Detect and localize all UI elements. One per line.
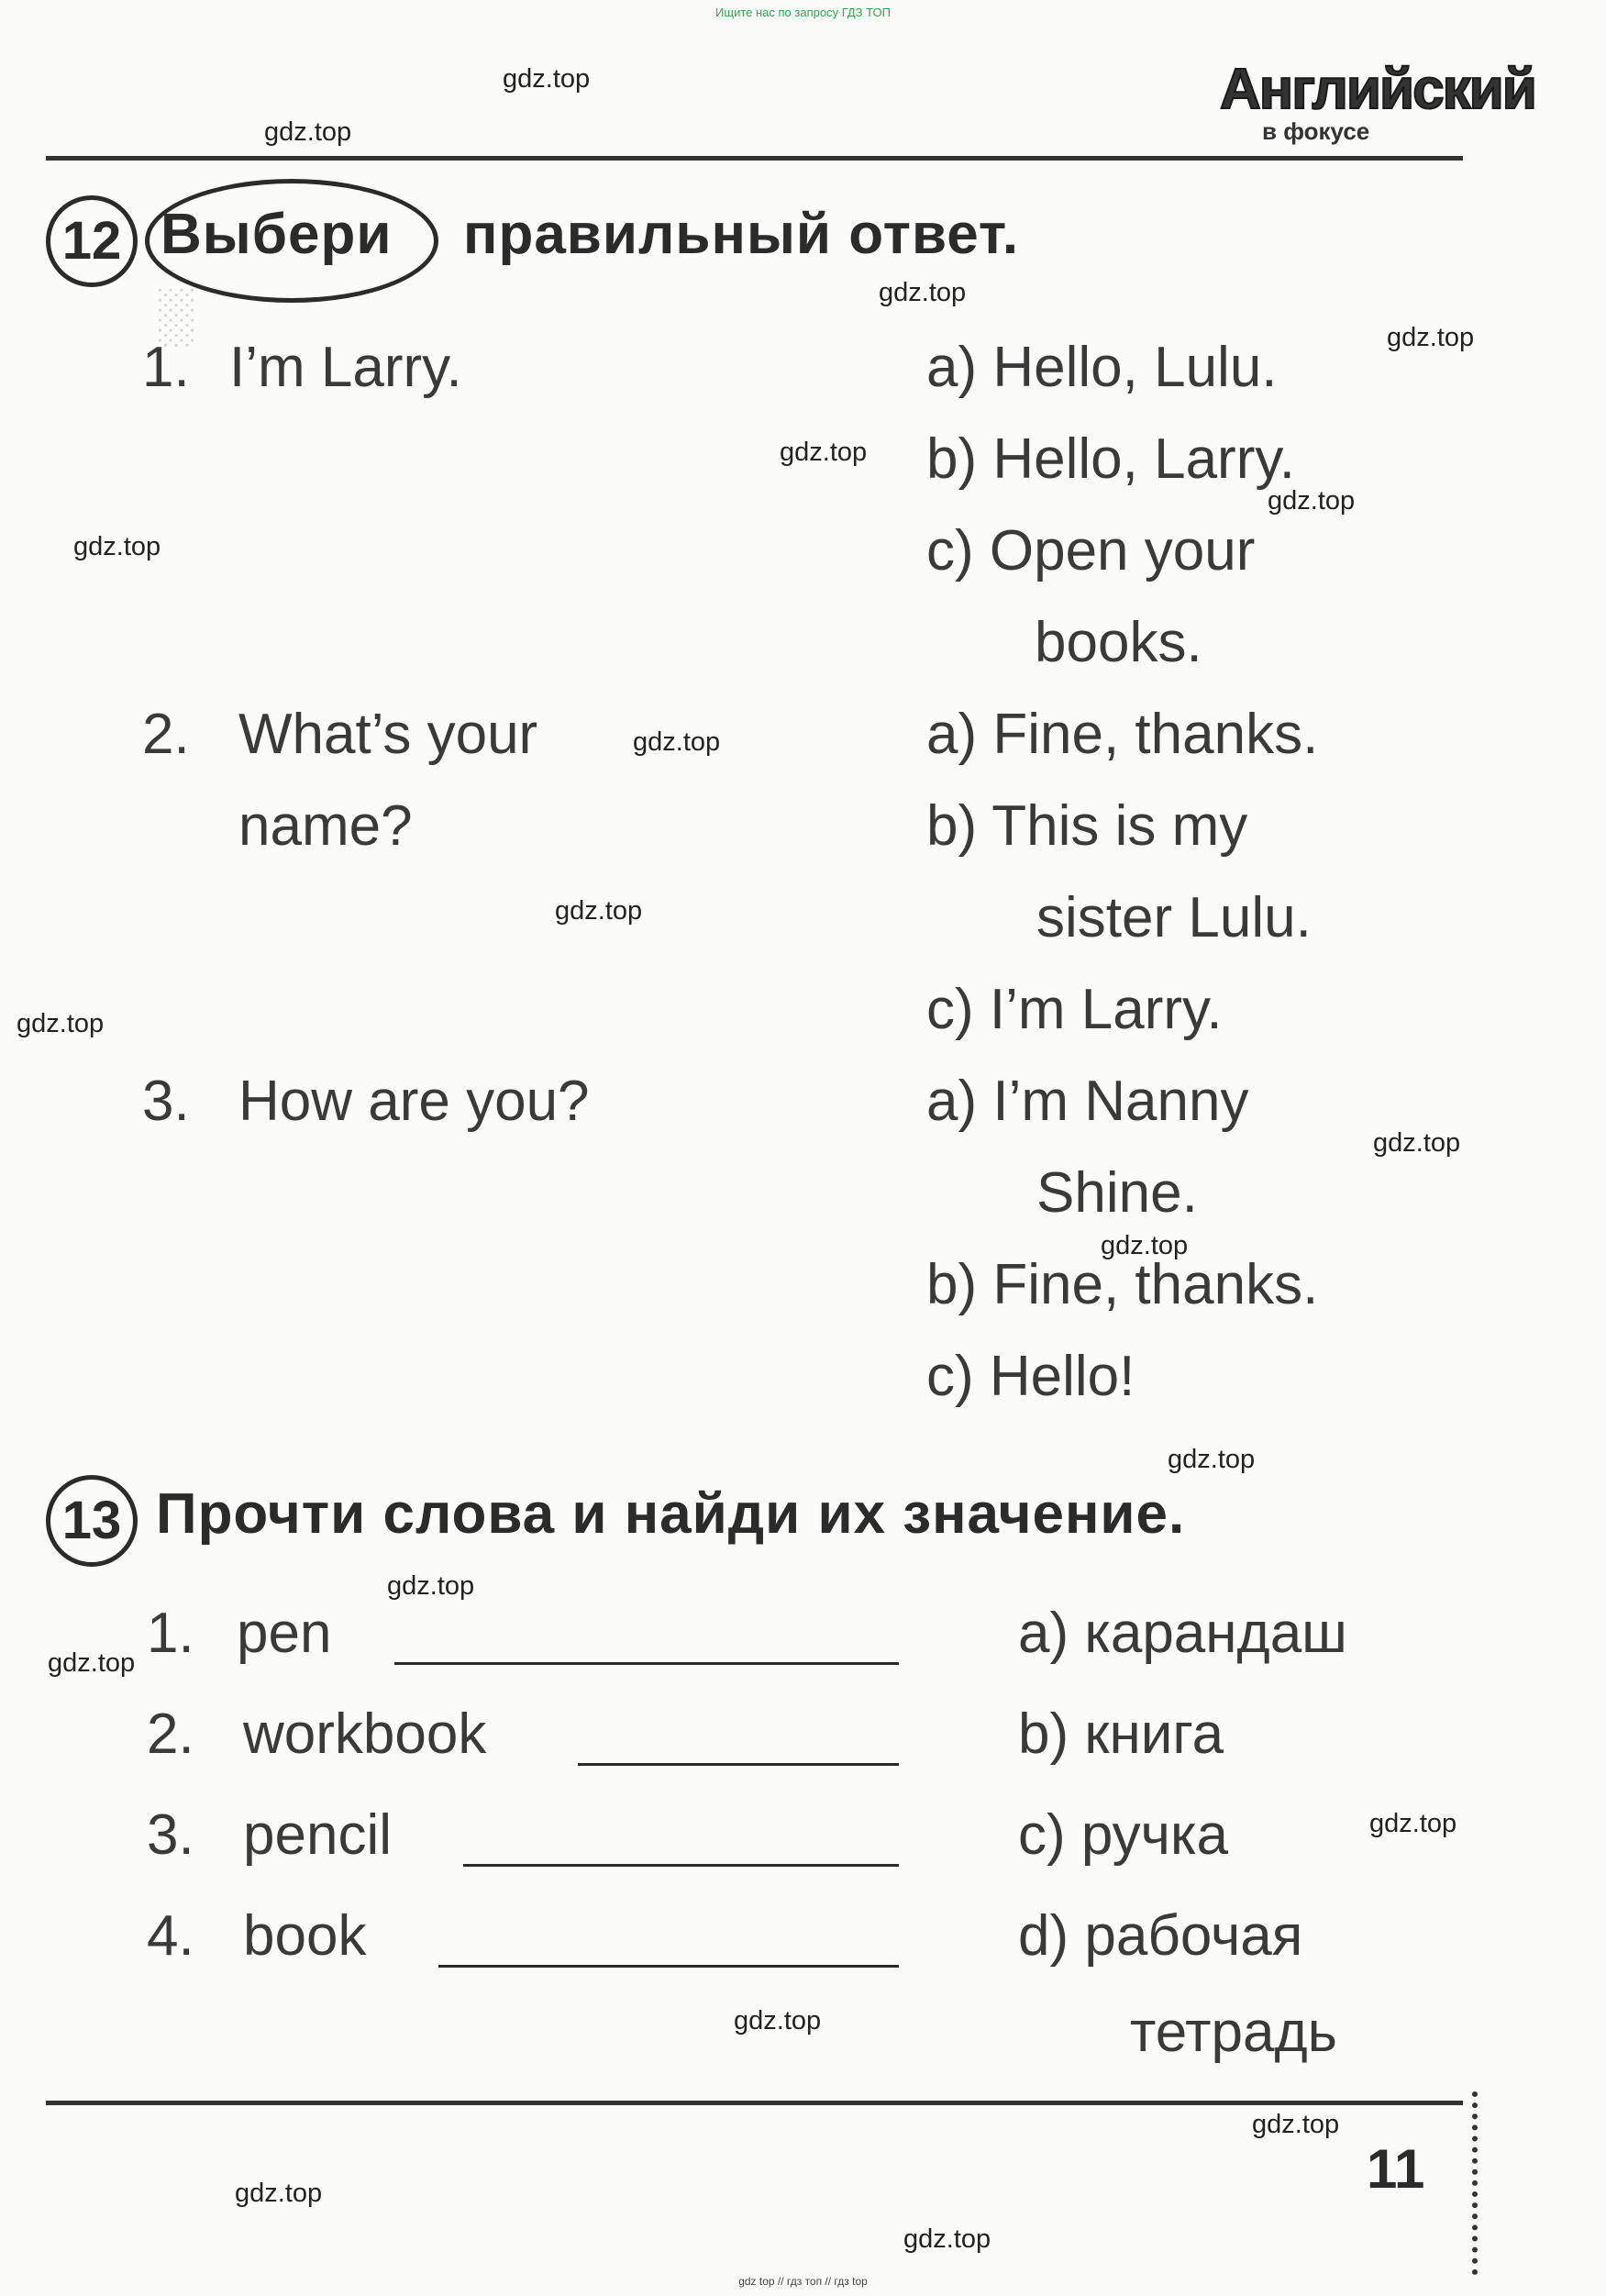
q1-answer-b[interactable]: b) Hello, Larry.	[926, 427, 1295, 491]
q1-answer-c[interactable]: c) Open your	[926, 519, 1256, 582]
word-2: workbook	[243, 1703, 487, 1766]
word-2-number: 2.	[147, 1703, 194, 1766]
q3-answer-c[interactable]: c) Hello!	[926, 1345, 1135, 1408]
watermark: gdz.top	[73, 532, 161, 561]
meaning-d: d) рабочая	[1018, 1904, 1303, 1968]
q3-answer-b[interactable]: b) Fine, thanks.	[926, 1253, 1319, 1316]
answer-blank-3[interactable]	[463, 1864, 899, 1867]
q2-answer-b-cont: sister Lulu.	[1036, 886, 1312, 949]
page-number: 11	[1367, 2138, 1425, 2200]
meaning-a: a) карандаш	[1018, 1602, 1347, 1665]
q3-number: 3.	[142, 1070, 190, 1133]
header-divider	[46, 156, 1463, 161]
q1-number: 1.	[142, 336, 190, 399]
q1-text: I’m Larry.	[229, 336, 462, 399]
watermark: gdz.top	[1373, 1128, 1461, 1158]
word-1: pen	[237, 1602, 332, 1665]
book-logo	[1220, 57, 1535, 149]
watermark: gdz.top	[387, 1571, 475, 1601]
task-number-12: 12	[46, 195, 138, 287]
q2-number: 2.	[142, 703, 190, 766]
meaning-c: c) ручка	[1018, 1803, 1228, 1867]
bottom-note: gdz top // гдз топ // гдз top	[738, 2275, 868, 2288]
word-4: book	[243, 1904, 367, 1968]
watermark: gdz.top	[555, 896, 643, 926]
word-3-number: 3.	[147, 1803, 194, 1867]
q1-answer-a[interactable]: a) Hello, Lulu.	[926, 336, 1278, 399]
word-4-number: 4.	[147, 1904, 194, 1968]
word-1-number: 1.	[147, 1602, 194, 1665]
watermark: gdz.top	[17, 1009, 105, 1038]
answer-blank-1[interactable]	[394, 1662, 899, 1665]
q2-answer-b[interactable]: b) This is my	[926, 794, 1248, 858]
answer-blank-4[interactable]	[438, 1965, 899, 1968]
watermark: gdz.top	[1268, 486, 1356, 516]
watermark: gdz.top	[879, 278, 967, 307]
q2-answer-a[interactable]: a) Fine, thanks.	[926, 703, 1319, 766]
logo-subtitle: в фокусе	[1262, 117, 1370, 145]
answer-blank-2[interactable]	[578, 1763, 899, 1766]
watermark: gdz.top	[503, 64, 591, 94]
q3-answer-a[interactable]: a) I’m Nanny	[926, 1070, 1249, 1133]
dotted-margin	[1472, 2091, 1483, 2275]
task12-title: правильный ответ.	[463, 203, 1020, 266]
footer-divider	[46, 2101, 1463, 2105]
q3-text: How are you?	[238, 1070, 590, 1133]
watermark: gdz.top	[235, 2179, 323, 2208]
watermark: gdz.top	[264, 117, 352, 147]
watermark: gdz.top	[1387, 323, 1475, 352]
watermark: gdz.top	[903, 2224, 991, 2254]
task-number-13: 13	[46, 1475, 138, 1567]
q2-text-cont: name?	[238, 794, 413, 858]
meaning-b: b) книга	[1018, 1703, 1224, 1766]
watermark: gdz.top	[1168, 1445, 1256, 1474]
bleed-through-artifact: ░	[156, 285, 194, 345]
q2-text: What’s your	[238, 703, 538, 766]
q3-answer-a-cont: Shine.	[1036, 1161, 1198, 1225]
logo-title: Английский	[1220, 58, 1535, 121]
watermark: gdz.top	[734, 2006, 822, 2035]
watermark: gdz.top	[1101, 1231, 1189, 1260]
q2-answer-c[interactable]: c) I’m Larry.	[926, 978, 1223, 1041]
watermark: gdz.top	[48, 1648, 136, 1678]
watermark: gdz.top	[780, 438, 868, 467]
task13-title: Прочти слова и найди их значение.	[156, 1482, 1186, 1546]
watermark: gdz.top	[1369, 1809, 1457, 1838]
watermark: gdz.top	[633, 727, 721, 757]
q1-answer-c-cont: books.	[1035, 611, 1202, 674]
watermark: gdz.top	[1252, 2110, 1340, 2139]
meaning-d-cont: тетрадь	[1130, 2001, 1337, 2064]
task12-title-word: Выбери	[161, 203, 393, 266]
top-note: Ищите нас по запросу ГДЗ ТОП	[715, 6, 891, 19]
word-3: pencil	[243, 1803, 392, 1867]
